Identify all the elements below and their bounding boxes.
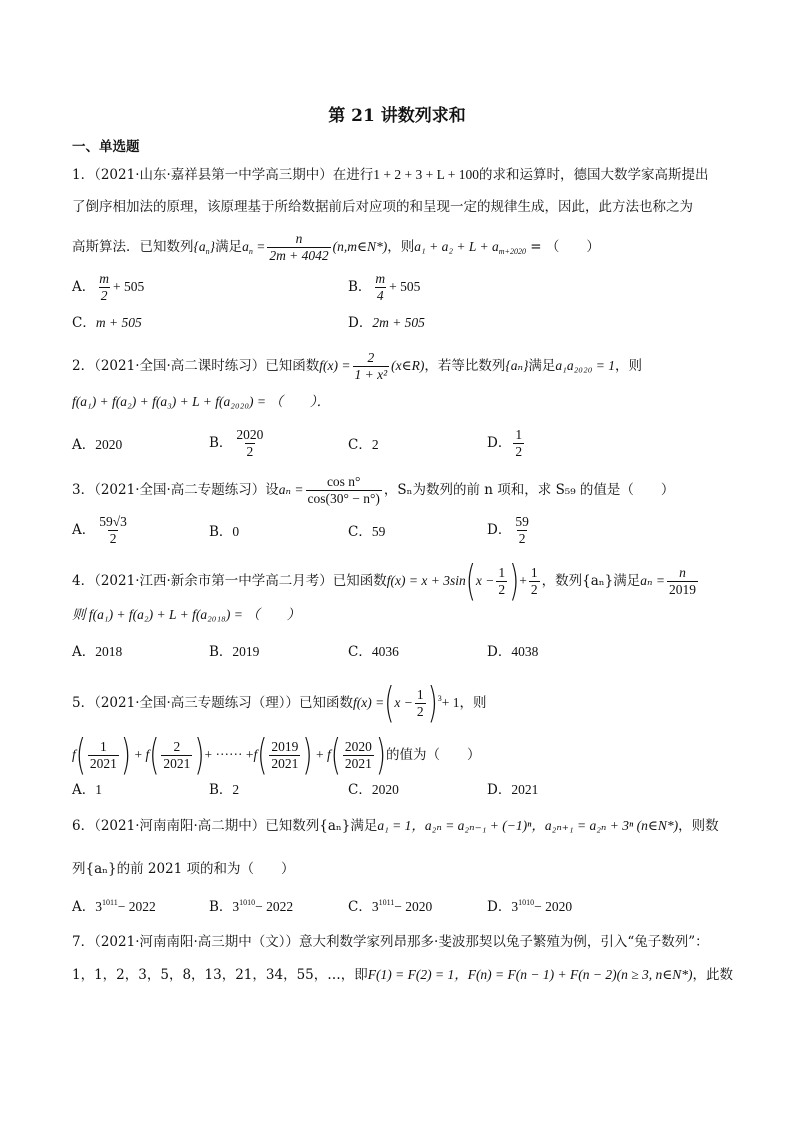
q5-line-2: f( $\frac{1}{2021}$ ) + f( $\frac{2}{2021}$ )+ ······ +f( $\frac{2019}{2021}$ ) + f( $\frac{2020}{2021}$ )的值为（ ）	[72, 731, 481, 780]
q5-option-d[interactable]: D．2021	[487, 782, 539, 798]
q7-line-2: 1，1，2，3，5，8，13，21，34，55，…，即F(1) = F(2) = 1，F(n) = F(n − 1) + F(n − 2)(n ≥ 3, n∈N*)，此数	[72, 967, 733, 983]
q1-fraction: $\frac{n}{2m + 4042}$	[269, 231, 329, 264]
q5-option-a[interactable]: A．1	[72, 782, 102, 798]
q5-line-1: 5．（2021·全国·高三专题练习（理））已知函数f(x) =(x − $\frac{1}{2}$ )$^3$+ 1，则	[72, 679, 487, 728]
q4-option-a[interactable]: A．2018	[72, 644, 123, 660]
q1-option-d[interactable]: D．2m + 505	[348, 315, 425, 331]
q6-option-d[interactable]: D．$3^{1010}- 2020$	[487, 898, 573, 915]
q4-option-d[interactable]: D．4038	[487, 644, 539, 660]
q3-option-c[interactable]: C．59	[348, 524, 386, 540]
q6-option-c[interactable]: C．$3^{1011}- 2020$	[348, 898, 433, 915]
q1-line-2: 了倒序相加法的原理，该原理基于所给数据前后对应项的和呈现一定的规律生成，因此，此方法也称之为	[72, 199, 693, 215]
q2-line-2: f(a₁) + f(a₂) + f(a₃) + L + f(a₂₀₂₀) = （ ）．	[72, 394, 331, 409]
q1-option-b[interactable]: B． $\frac{m}{4}$ + 505	[348, 271, 421, 304]
q4-line-1: 4．（2021·江西·新余市第一中学高二月考）已知函数f(x) = x + 3sin(x − $\frac{1}{2}$ )+ $\frac{1}{2}$ ，数列{aₙ}满足aₙ = $\frac{n}{2019}$	[72, 557, 696, 606]
q6-option-a[interactable]: A．$3^{1011}- 2022$	[72, 898, 156, 915]
q2-option-b[interactable]: B． $\frac{2020}{2}$	[209, 427, 264, 460]
q1-line-3: 高斯算法．已知数列$\{a_n\}$满足$a_n$ = $\frac{n}{2m + 4042}$ (n,m∈N*)，则$a_1 + a_2 + L + a_{m+2020}$ = （ ）	[72, 231, 600, 264]
q4-line-2: 则 f(a₁) + f(a₂) + L + f(a₂₀₁₈) = （ ）	[72, 607, 301, 622]
q5-option-c[interactable]: C．2020	[348, 782, 399, 798]
q1-line-1: 1．（2021·山东·嘉祥县第一中学高三期中）在进行1 + 2 + 3 + L + 100的求和运算时，德国大数学家高斯提出	[72, 167, 709, 183]
q4-option-c[interactable]: C．4036	[348, 644, 399, 660]
q6-line-2: 列{aₙ}的前 2021 项的和为（ ）	[72, 861, 295, 877]
q2-option-d[interactable]: D． $\frac{1}{2}$	[487, 427, 523, 460]
q2-option-c[interactable]: C．2	[348, 437, 379, 453]
q2-line-1: 2．（2021·全国·高二课时练习）已知函数f(x) = $\frac{2}{\text{1 + x²}}$ (x∈R)，若等比数列{aₙ}满足a₁a₂₀₂₀ = 1，则	[72, 350, 642, 383]
q5-option-b[interactable]: B．2	[209, 782, 240, 798]
q3-line-1: 3．（2021·全国·高二专题练习）设aₙ = $\frac{\text{cos n°}}{\cos(30^\circ - n^\circ)}$ ，Sₙ为数列的前 n 项和，求 S₅₉ 的值是（ ）	[72, 474, 675, 507]
q1-option-c[interactable]: C．m + 505	[72, 315, 142, 331]
q3-option-d[interactable]: D． $\frac{59}{2}$	[487, 514, 529, 547]
q6-option-b[interactable]: B．$3^{1010}- 2022$	[209, 898, 294, 915]
q2-option-a[interactable]: A．2020	[72, 437, 123, 453]
section-heading: 一、单选题	[72, 139, 140, 155]
q4-option-b[interactable]: B．2019	[209, 644, 260, 660]
q7-line-1: 7．（2021·河南南阳·高三期中（文））意大利数学家列昂那多·斐波那契以兔子繁殖为例，引入“兔子数列”：	[72, 934, 709, 950]
q1-option-a[interactable]: A． $\frac{m}{2}$ + 505	[72, 271, 145, 304]
q6-line-1: 6．（2021·河南南阳·高二期中）已知数列{aₙ}满足a₁ = 1，a₂ₙ = a₂ₙ₋₁ + (−1)ⁿ，a₂ₙ₊₁ = a₂ₙ + 3ⁿ (n∈N*)，则数	[72, 818, 719, 834]
q3-option-a[interactable]: A． $\frac{59√3}{2}$	[72, 514, 127, 547]
q3-option-b[interactable]: B．0	[209, 524, 240, 540]
page-title: 第 21 讲数列求和	[328, 106, 466, 126]
